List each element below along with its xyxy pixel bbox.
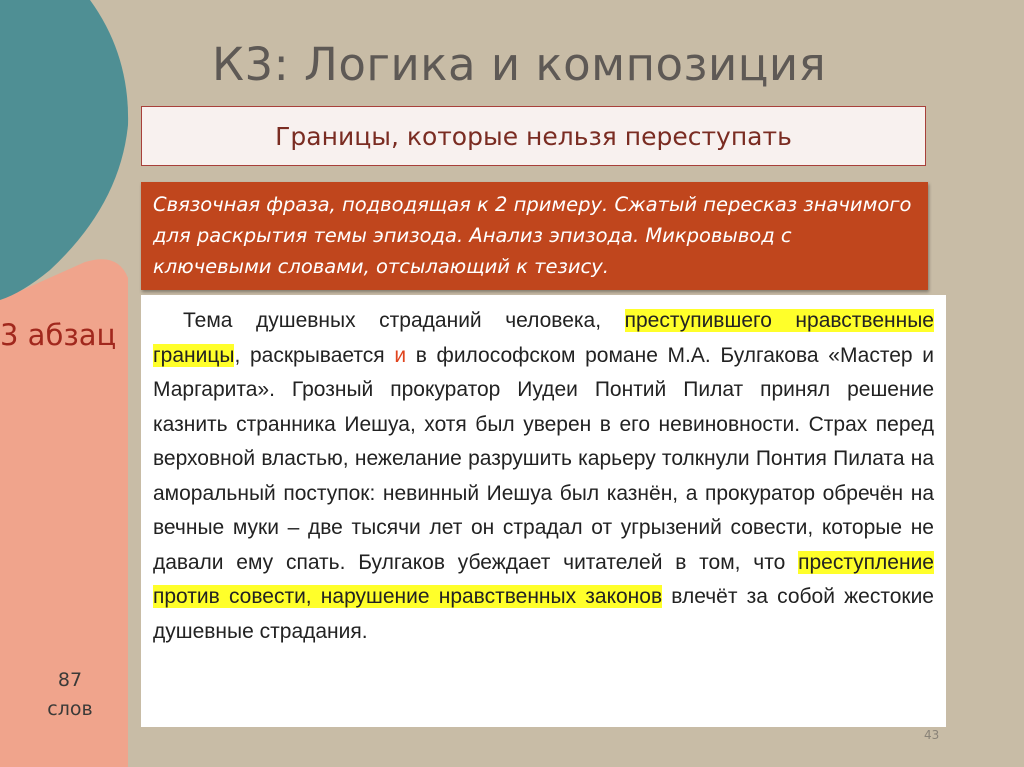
red-word: и [394,343,407,367]
subtitle-box [141,106,926,166]
essay-paragraph [153,304,934,649]
instruction-text: Связочная фраза, подводящая к 2 примеру. Сжатый пересказ значимого для раскрытия темы эпизода. Анализ эпизода. Микровывод с ключевыми словами, отсылающий к тезису. [153,193,912,278]
word-count-unit: слов [47,698,93,720]
page-number: 43 [924,728,940,742]
highlighted-phrase: преступление против совести, нарушение нравственных законов [153,550,934,608]
subtitle-text: Границы, которые нельзя переступать [275,121,792,151]
teal-shape [0,0,128,300]
essay-segment: влечёт за собой жестокие душевные страдания. [153,585,934,643]
highlighted-phrase: преступившего нравственные границы [153,309,934,367]
essay-segment: , раскрывается [234,343,395,367]
word-count [30,666,110,724]
paragraph-label: 3 абзац [0,318,117,352]
essay-text-box [141,295,946,727]
essay-segment: Тема душевных страданий человека, [183,309,625,332]
instruction-box [141,182,928,290]
word-count-number: 87 [57,669,83,691]
slide-title: К3: Логика и композиция [212,38,827,91]
essay-segment: в философском романе М.А. Булгакова «Мастер и Маргарита». Грозный прокуратор Иудеи Понтий Пилат принял решение казнить странника Иешуа, хотя был уверен в его невиновности. Страх перед верховной властью, нежелание разрушить карьеру толкнули Понтия Пилата на аморальный поступок: невинный Иешуа был казнён, а прокуратор обречён на вечные муки – две тысячи лет он страдал от угрызений совести, которые не давали ему спать. Булгаков убеждает читателей в том, что [153,343,934,574]
